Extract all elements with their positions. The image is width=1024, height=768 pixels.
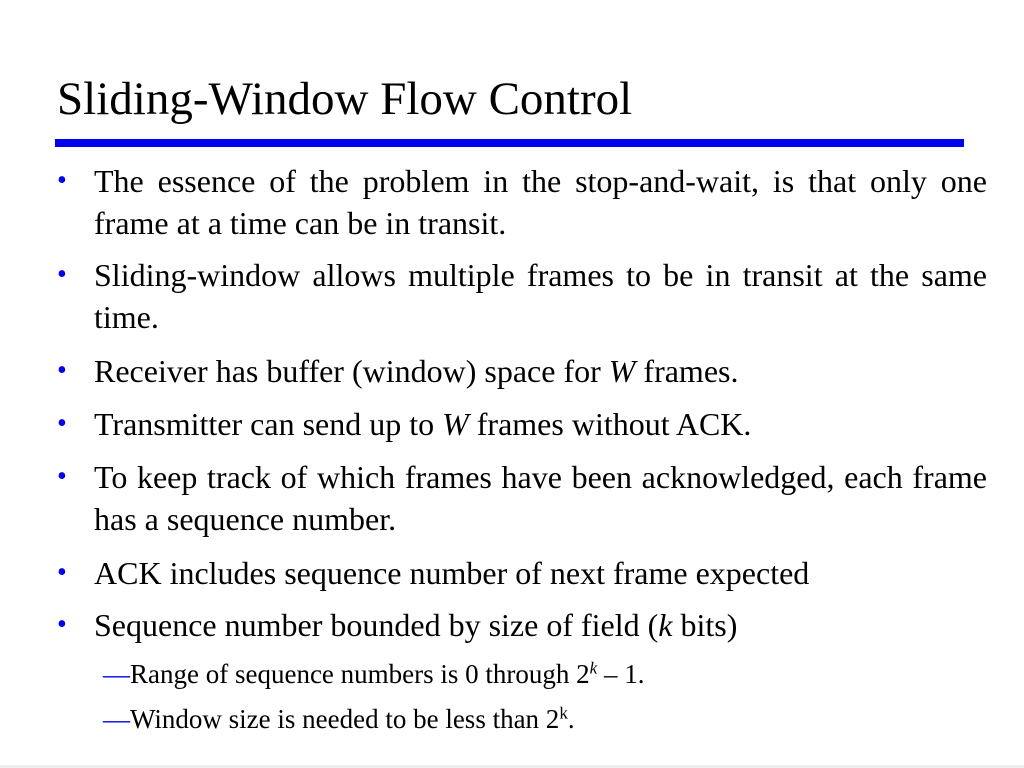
title-underline xyxy=(55,139,964,147)
bullet-text-start: Transmitter can send up to xyxy=(94,406,443,442)
bullet-dot-icon: • xyxy=(57,165,67,196)
sub-bullet-superscript: k xyxy=(559,703,568,723)
bullet-dot-icon: • xyxy=(57,355,67,386)
bullet-text-end: frames without ACK. xyxy=(468,406,752,442)
sub-bullet-item xyxy=(103,703,575,735)
bullet-text xyxy=(94,350,738,392)
bullet-text: The essence of the problem in the stop-and-wait, is that only one frame at a time can be in transit. xyxy=(94,163,987,241)
bullet-text: To keep track of which frames have been acknowledged, each frame has a sequence number. xyxy=(94,459,987,537)
sub-bullet-superscript: k xyxy=(589,658,598,678)
bullet-text: ACK includes sequence number of next frame expected xyxy=(94,555,810,591)
bullet-text-start: Sequence number bounded by size of field ( xyxy=(94,607,659,643)
sub-bullet-text-end: . xyxy=(567,704,575,734)
slide-title: Sliding-Window Flow Control xyxy=(57,73,633,125)
bullet-text-end: bits) xyxy=(672,607,738,643)
bullet-text-variable: W xyxy=(442,406,469,442)
bullet-dot-icon: • xyxy=(57,557,67,588)
bullet-text-variable: k xyxy=(658,607,673,643)
bullet-dot-icon: • xyxy=(57,461,67,492)
bullet-text xyxy=(94,403,751,445)
sub-bullet-text-start: Range of sequence numbers is 0 through 2 xyxy=(130,659,590,689)
bullet-text-variable: W xyxy=(608,353,636,389)
bullet-text-end: frames. xyxy=(635,353,739,389)
em-dash-icon: — xyxy=(103,659,130,689)
em-dash-icon: — xyxy=(103,704,130,734)
bullet-text xyxy=(94,604,737,646)
bullet-dot-icon: • xyxy=(57,609,67,640)
bullet-dot-icon: • xyxy=(57,408,67,439)
sub-bullet-text-end: – 1. xyxy=(597,659,645,689)
bullet-text: Sliding-window allows multiple frames to be in transit at the same time. xyxy=(94,257,987,335)
sub-bullet-item xyxy=(103,658,644,690)
sub-bullet-text-start: Window size is needed to be less than 2 xyxy=(130,704,560,734)
bullet-text-start: Receiver has buffer (window) space for xyxy=(94,353,609,389)
bullet-dot-icon: • xyxy=(57,259,67,290)
